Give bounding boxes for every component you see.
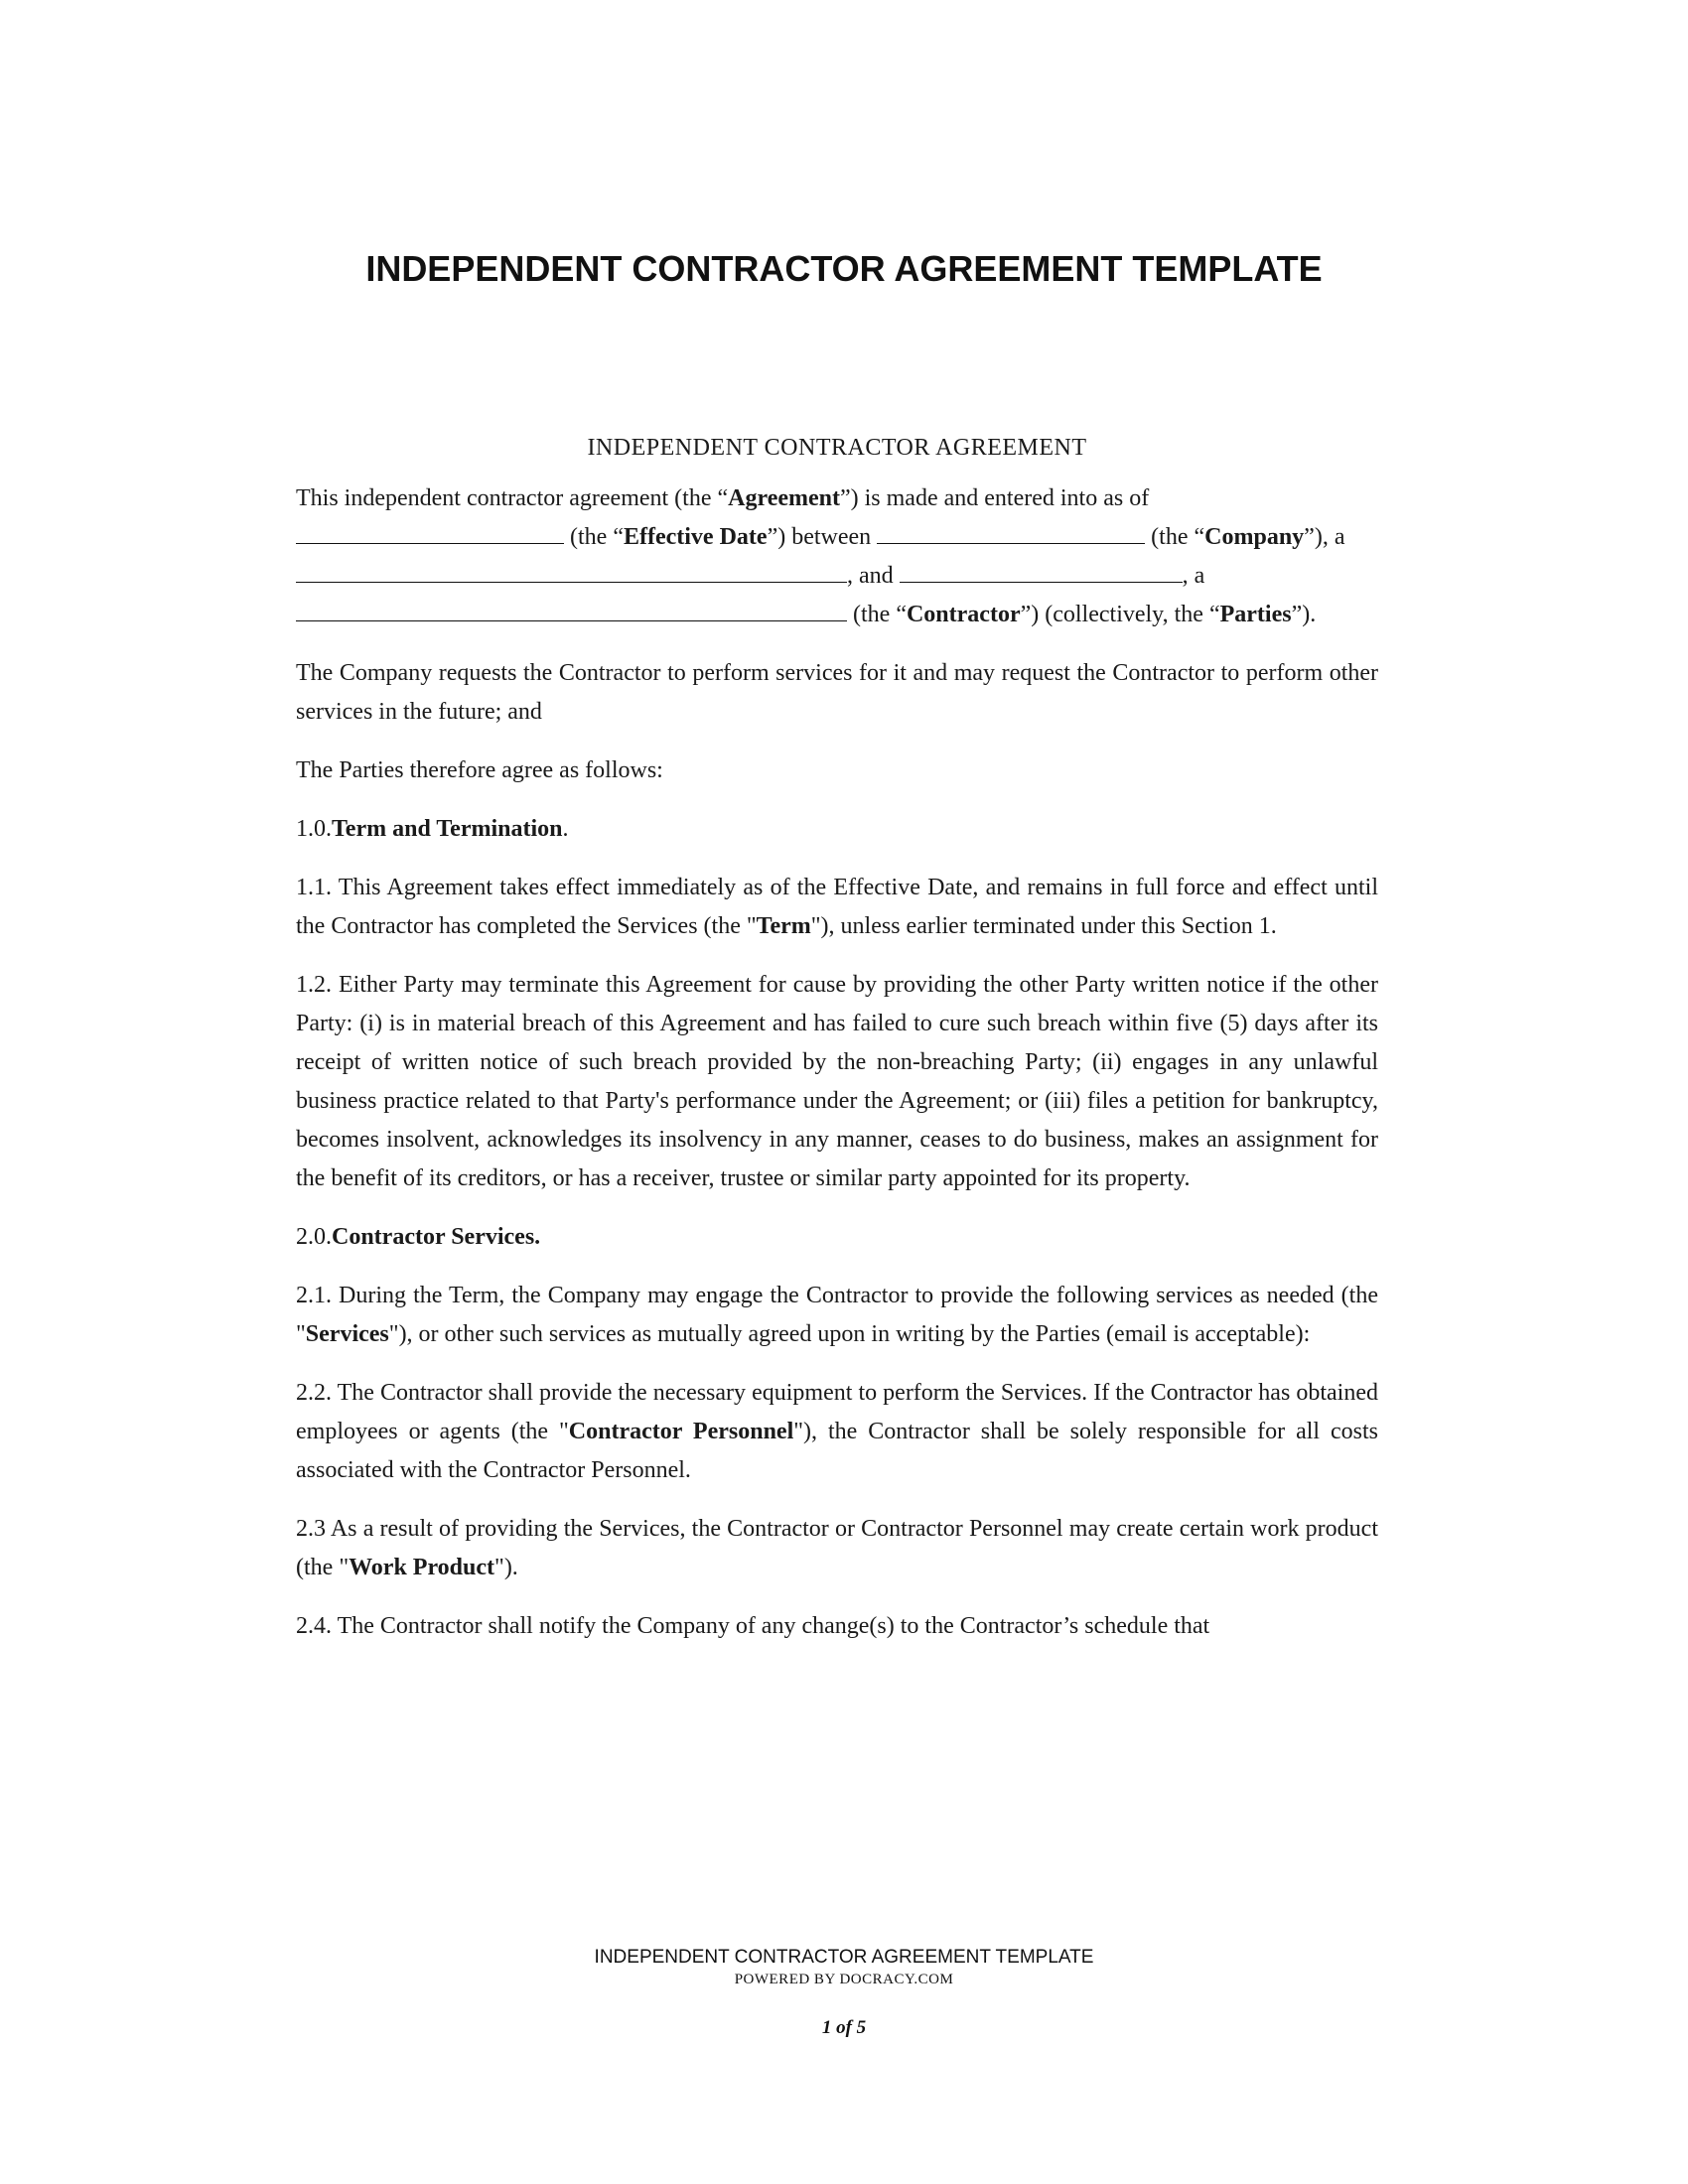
intro-text: This independent contractor agreement (the “ bbox=[296, 485, 729, 511]
company-name-blank[interactable] bbox=[877, 521, 1145, 544]
company-description-blank[interactable] bbox=[296, 560, 847, 583]
agree-paragraph: The Parties therefore agree as follows: bbox=[296, 757, 663, 783]
clause-2-3 bbox=[296, 1510, 1378, 1587]
section-number: 1.0. bbox=[296, 816, 332, 842]
intro-text: ”). bbox=[1291, 602, 1317, 627]
clause-text: 2.3 As a result of providing the Services, the Contractor or Contractor Personnel may create certain work product (the " bbox=[296, 1516, 1378, 1580]
document-body bbox=[296, 429, 1378, 1666]
contractor-term: Contractor bbox=[906, 602, 1021, 627]
intro-text: , a bbox=[1182, 563, 1205, 589]
intro-text: ”) between bbox=[767, 524, 878, 550]
section-1-heading bbox=[296, 810, 1378, 849]
page-number: 1 of 5 bbox=[821, 2017, 867, 2038]
intro-text: ”), a bbox=[1304, 524, 1345, 550]
page-title: INDEPENDENT CONTRACTOR AGREEMENT TEMPLATE bbox=[365, 248, 1323, 289]
defined-term: Services bbox=[305, 1321, 389, 1347]
section-title: Contractor Services. bbox=[332, 1224, 541, 1250]
clause-text: "), or other such services as mutually agreed upon in writing by the Parties (email is acceptable): bbox=[388, 1321, 1311, 1347]
intro-text: (the “ bbox=[564, 524, 624, 550]
agreement-term: Agreement bbox=[728, 485, 840, 511]
section-2-heading bbox=[296, 1218, 1378, 1257]
defined-term: Term bbox=[756, 913, 811, 939]
clause-2-4: 2.4. The Contractor shall notify the Company of any change(s) to the Contractor’s schedule that bbox=[296, 1613, 1210, 1639]
effective-date-term: Effective Date bbox=[623, 524, 768, 550]
intro-text: , and bbox=[847, 563, 900, 589]
clause-2-2 bbox=[296, 1374, 1378, 1490]
footer-powered-by: POWERED BY DOCRACY.COM bbox=[734, 1972, 954, 1987]
intro-text: (the “ bbox=[847, 602, 907, 627]
section-title: Term and Termination bbox=[332, 816, 563, 842]
contractor-name-blank[interactable] bbox=[900, 560, 1183, 583]
footer-title: INDEPENDENT CONTRACTOR AGREEMENT TEMPLATE bbox=[594, 1947, 1094, 1968]
agreement-heading: INDEPENDENT CONTRACTOR AGREEMENT bbox=[587, 435, 1087, 461]
clause-text: 2.1. During the Term, the Company may engage the Contractor to provide the following services as needed (the " bbox=[296, 1283, 1378, 1347]
clause-text: "), unless earlier terminated under this Section 1. bbox=[810, 913, 1277, 939]
effective-date-blank[interactable] bbox=[296, 521, 564, 544]
clause-text: 1.1. This Agreement takes effect immediately as of the Effective Date, and remains in full force and effect until the Contractor has completed the Services (the " bbox=[296, 875, 1378, 939]
request-paragraph: The Company requests the Contractor to perform services for it and may request the Contractor to perform other services in the future; and bbox=[296, 660, 1378, 725]
clause-text: 2.2. The Contractor shall provide the necessary equipment to perform the Services. If the Contractor has obtained employees or agents (the " bbox=[296, 1380, 1378, 1444]
intro-text: ”) (collectively, the “ bbox=[1020, 602, 1220, 627]
intro-text: (the “ bbox=[1145, 524, 1205, 550]
section-number: 2.0. bbox=[296, 1224, 332, 1250]
defined-term: Work Product bbox=[349, 1555, 495, 1580]
clause-2-1 bbox=[296, 1277, 1378, 1354]
intro-paragraph bbox=[296, 479, 1378, 634]
defined-term: Contractor Personnel bbox=[568, 1419, 794, 1444]
parties-term: Parties bbox=[1219, 602, 1292, 627]
clause-1-1 bbox=[296, 869, 1378, 946]
section-end: . bbox=[562, 816, 569, 842]
contractor-description-blank[interactable] bbox=[296, 599, 847, 621]
clause-text: "), the Contractor shall be solely responsible for all costs associated with the Contractor Personnel. bbox=[296, 1419, 1379, 1483]
clause-text: "). bbox=[494, 1555, 518, 1580]
company-term: Company bbox=[1204, 524, 1305, 550]
intro-text: ”) is made and entered into as of bbox=[839, 485, 1150, 511]
clause-1-2: 1.2. Either Party may terminate this Agreement for cause by providing the other Party written notice if the other Party: (i) is in material breach of this Agreement and has failed to cure such breach within five (5) days after its receipt of written notice of such breach provided by the non-breaching Party; (ii) engages in any unlawful business practice related to that Party's performance under the Agreement; or (iii) files a petition for bankruptcy, becomes insolvent, acknowledges its insolvency in any manner, ceases to do business, makes an assignment for the benefit of its creditors, or has a receiver, trustee or similar party appointed for its property. bbox=[296, 972, 1378, 1191]
